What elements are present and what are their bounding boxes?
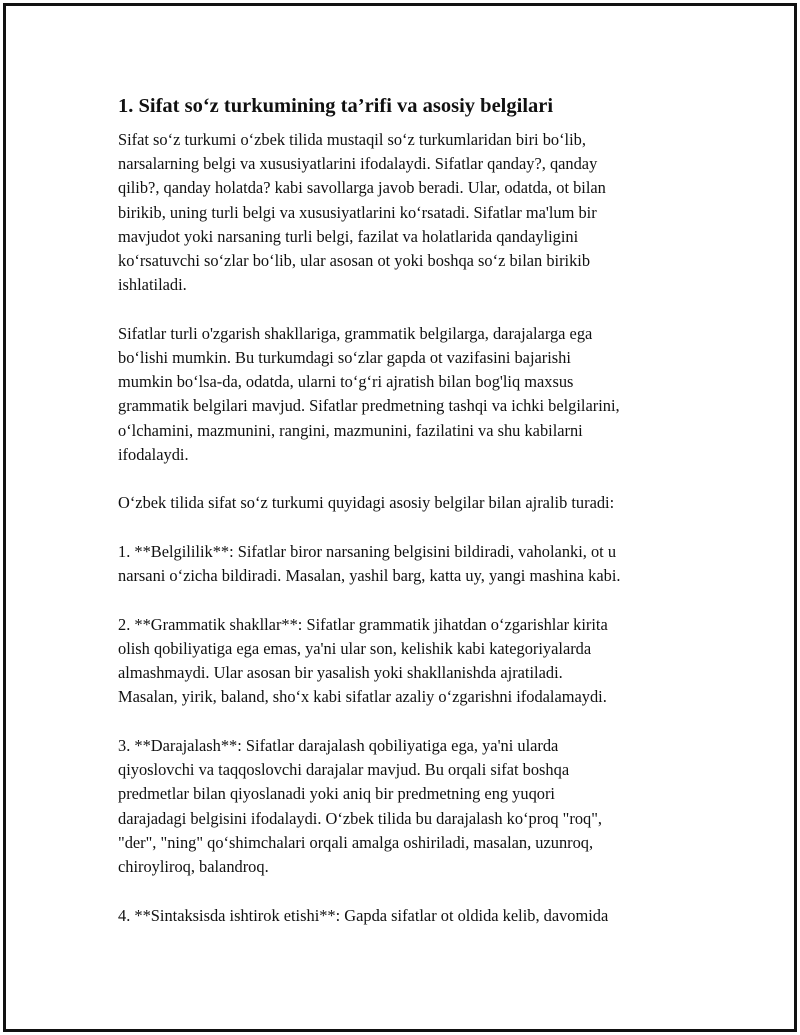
- list-item-1: [118, 540, 698, 588]
- document-body: [118, 93, 698, 952]
- text-line: 3. **Darajalash**: Sifatlar darajalash qobiliyatiga ega, ya'ni ularda: [118, 736, 559, 756]
- text-line: O‘zbek tilida sifat so‘z turkumi quyidagi asosiy belgilar bilan ajralib turadi:: [118, 493, 615, 513]
- text-line: qilib?, qanday holatda? kabi savollarga javob beradi. Ular, odatda, ot bilan: [118, 178, 606, 198]
- paragraph-forms: [118, 322, 698, 467]
- text-line: 4. **Sintaksisda ishtirok etishi**: Gapda sifatlar ot oldida kelib, davomida: [118, 905, 609, 925]
- text-line: olish qobiliyatiga ega emas, ya'ni ular son, kelishik kabi kategoriyalarda: [118, 639, 592, 659]
- text-line: chiroyliroq, balandroq.: [118, 857, 269, 877]
- text-line: mumkin bo‘lsa-da, odatda, ularni to‘g‘ri ajratish bilan bog'liq maxsus: [118, 372, 574, 392]
- list-item-2: [118, 613, 698, 710]
- text-line: predmetlar bilan qiyoslanadi yoki aniq bir predmetning eng yuqori: [118, 784, 555, 804]
- text-line: 2. **Grammatik shakllar**: Sifatlar grammatik jihatdan o‘zgarishlar kirita: [118, 614, 608, 634]
- text-line: birikib, uning turli belgi va xususiyatlarini ko‘rsatadi. Sifatlar ma'lum bir: [118, 202, 597, 222]
- section-heading: 1. Sifat so‘z turkumining ta’rifi va asosiy belgilari: [118, 95, 554, 117]
- text-line: Sifat so‘z turkumi o‘zbek tilida mustaqil so‘z turkumlaridan biri bo‘lib,: [118, 130, 586, 149]
- text-line: almashmaydi. Ular asosan bir yasalish yoki shakllanishda ajratiladi.: [118, 663, 563, 683]
- text-line: ifodalaydi.: [118, 444, 189, 464]
- text-line: Masalan, yirik, baland, sho‘x kabi sifatlar azaliy o‘zgarishni ifodalamaydi.: [118, 687, 607, 707]
- text-line: "der", "ning" qo‘shimchalari orqali amalga oshiriladi, masalan, uzunroq,: [118, 832, 594, 852]
- text-line: bo‘lishi mumkin. Bu turkumdagi so‘zlar gapda ot vazifasini bajarishi: [118, 348, 571, 368]
- text-line: qiyoslovchi va taqqoslovchi darajalar mavjud. Bu orqali sifat boshqa: [118, 760, 570, 780]
- text-line: ishlatiladi.: [118, 275, 187, 295]
- text-line: 1. **Belgililik**: Sifatlar biror narsaning belgisini bildiradi, vaholanki, ot u: [118, 542, 617, 562]
- text-line: grammatik belgilari mavjud. Sifatlar predmetning tashqi va ichki belgilarini,: [118, 396, 620, 416]
- list-item-4: [118, 904, 698, 928]
- text-line: Sifatlar turli o'zgarish shakllariga, grammatik belgilarga, darajalarga ega: [118, 323, 593, 343]
- paragraph-intro-list: [118, 491, 698, 515]
- text-line: narsani o‘zicha bildiradi. Masalan, yashil barg, katta uy, yangi mashina kabi.: [118, 566, 621, 586]
- text-line: mavjudot yoki narsaning turli belgi, fazilat va holatlarida qandayligini: [118, 226, 579, 246]
- text-line: o‘lchamini, mazmunini, rangini, mazmunini, fazilatini va shu kabilarni: [118, 420, 583, 440]
- text-line: darajadagi belgisini ifodalaydi. O‘zbek tilida bu darajalash ko‘proq "roq",: [118, 808, 603, 828]
- list-item-3: [118, 734, 698, 879]
- paragraph-definition: [118, 128, 698, 297]
- text-line: ko‘rsatuvchi so‘zlar bo‘lib, ular asosan ot yoki boshqa so‘z bilan birikib: [118, 251, 591, 271]
- text-line: narsalarning belgi va xususiyatlarini ifodalaydi. Sifatlar qanday?, qanday: [118, 154, 598, 174]
